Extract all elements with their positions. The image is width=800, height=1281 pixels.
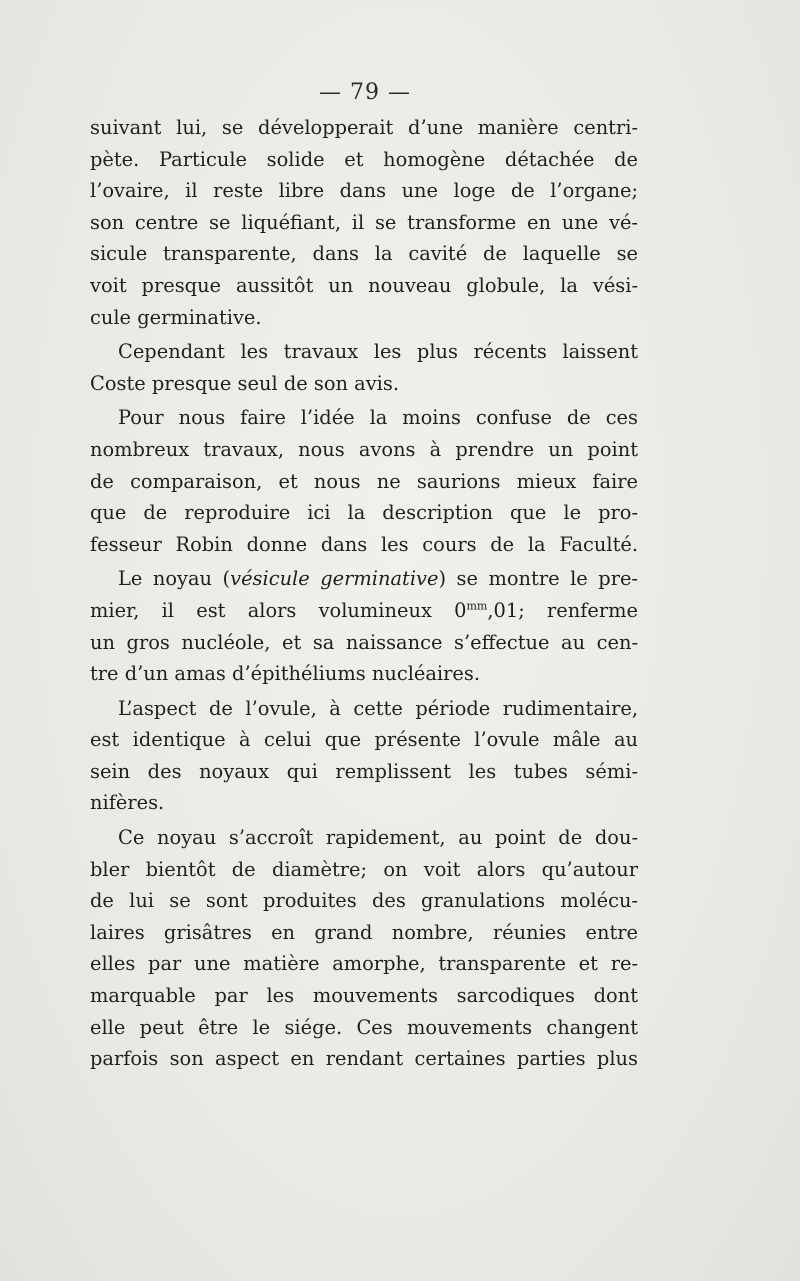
text-line: de comparaison, et nous ne saurions mieux faire xyxy=(90,469,638,493)
text-line: nombreux travaux, nous avons à prendre un point xyxy=(90,437,638,461)
text-line xyxy=(90,595,638,627)
text-line: bler bientôt de diamètre; on voit alors qu’autour xyxy=(90,857,638,881)
text-line: de lui se sont produites des granulations molécu- xyxy=(90,889,638,913)
text-line: sein des noyaux qui remplissent les tubes sémi- xyxy=(90,759,638,783)
text-line: Coste presque seul de son avis. xyxy=(90,371,399,395)
text-line: son centre se liquéfiant, il se transforme en une vé- xyxy=(90,210,638,234)
paragraph-4 xyxy=(90,563,638,689)
text-line: voit presque aussitôt un nouveau globule, la vési- xyxy=(90,273,638,297)
page-body-text xyxy=(90,112,638,1075)
text-run: ,01; renferme xyxy=(487,598,638,622)
italic-term: vésicule germinative xyxy=(230,567,439,591)
text-line: pète. Particule solide et homogène détachée de xyxy=(90,147,638,171)
text-line: un gros nucléole, et sa naissance s’effectue au cen- xyxy=(90,630,638,654)
text-run: Le noyau ( xyxy=(118,567,231,591)
page-number: — 79 — xyxy=(319,80,411,105)
text-line: tre d’un amas d’épithéliums nucléaires. xyxy=(90,662,480,686)
text-line: suivant lui, se développerait d’une manière centri- xyxy=(90,116,638,139)
text-line: laires grisâtres en grand nombre, réunies entre xyxy=(90,920,638,944)
text-line: elle peut être le siége. Ces mouvements changent xyxy=(90,1015,638,1039)
text-line: cule germinative. xyxy=(90,305,262,329)
text-line: L’aspect de l’ovule, à cette période rudimentaire, xyxy=(118,696,638,720)
text-line: que de reproduire ici la description que le pro- xyxy=(90,501,638,525)
text-run: mier, il est alors volumineux 0 xyxy=(90,598,467,622)
text-line: Pour nous faire l’idée la moins confuse de ces xyxy=(118,406,638,430)
text-run: ) se montre le pre- xyxy=(438,567,638,591)
text-line: sicule transparente, dans la cavité de laquelle se xyxy=(90,242,638,266)
text-line: Ce noyau s’accroît rapidement, au point de dou- xyxy=(118,826,638,850)
text-line: elles par une matière amorphe, transparente et re- xyxy=(90,952,638,976)
paragraph-3 xyxy=(90,402,638,560)
paragraph-5 xyxy=(90,693,638,819)
paragraph-6 xyxy=(90,822,638,1075)
text-line: est identique à celui que présente l’ovule mâle au xyxy=(90,728,638,752)
text-line: fesseur Robin donne dans les cours de la Faculté. xyxy=(90,532,638,556)
text-line: parfois son aspect en rendant certaines parties plus xyxy=(90,1047,638,1071)
text-line xyxy=(90,563,638,595)
paragraph-2 xyxy=(90,336,638,399)
text-line: marquable par les mouvements sarcodiques dont xyxy=(90,984,638,1008)
unit-superscript: mm xyxy=(466,599,488,613)
paragraph-1 xyxy=(90,112,638,333)
text-line: Cependant les travaux les plus récents laissent xyxy=(118,340,638,364)
text-line: l’ovaire, il reste libre dans une loge de l’organe; xyxy=(90,179,638,203)
text-line: nifères. xyxy=(90,791,165,815)
